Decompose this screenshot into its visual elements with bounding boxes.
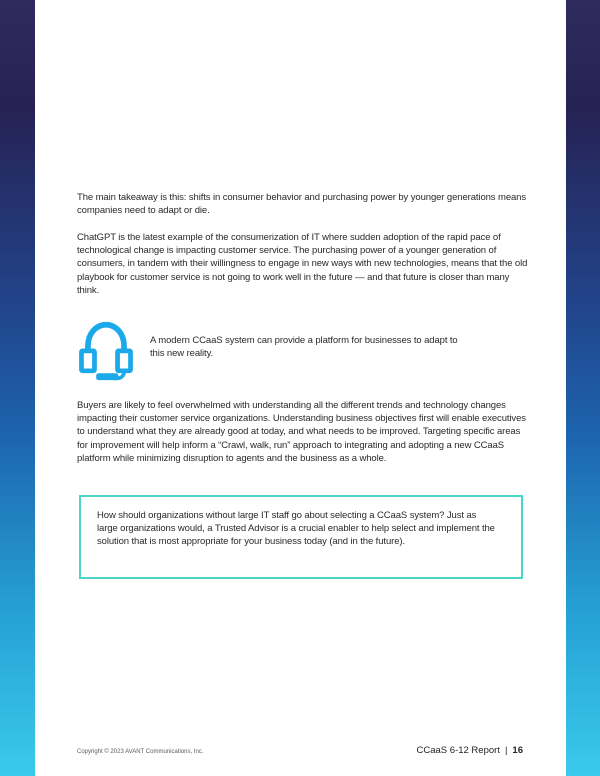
headset-icon <box>72 316 140 384</box>
footer-separator: | <box>504 745 508 756</box>
callout-text: How should organizations without large IT staff go about selecting a CCaaS system? Just as large organizations would, a Trusted Advisor is a crucial enabler to help select and implement the solution that is most appropriate for your business today (and in the future). <box>97 510 495 548</box>
callout-box <box>79 495 523 579</box>
highlight-caption: A modern CCaaS system can provide a platform for businesses to adapt to this new reality. <box>150 335 458 360</box>
page-number: 16 <box>512 745 523 756</box>
footer-copyright: Copyright © 2023 AVANT Communications, Inc. <box>77 749 204 755</box>
paragraph-chatgpt: ChatGPT is the latest example of the consumerization of IT where sudden adoption of the rapid pace of technological change is impacting customer service. The purchasing power of a younger generation of consumers, in tandem with their willingness to engage in new ways with new technologies, means that the old playbook for customer service is not going to work well in the future — and that future is closer than many think. <box>77 232 528 296</box>
paragraph-buyers: Buyers are likely to feel overwhelmed with understanding all the different trends and technology changes impacting their customer service organizations. Understanding business objectives first will enable executives to understand what they are already good at today, and what needs to be improved. Targeting specific areas for improvement will help inform a “Crawl, walk, run” approach to integrating and adopting a new CCaaS platform while minimizing disruption to agents and the business as a whole. <box>77 400 526 464</box>
footer-report-label <box>417 745 523 756</box>
paragraph-main-takeaway: The main takeaway is this: shifts in consumer behavior and purchasing power by younger generations means companies need to adapt or die. <box>77 192 527 217</box>
page-sheet <box>35 0 566 776</box>
report-title: CCaaS 6-12 Report <box>416 745 500 756</box>
